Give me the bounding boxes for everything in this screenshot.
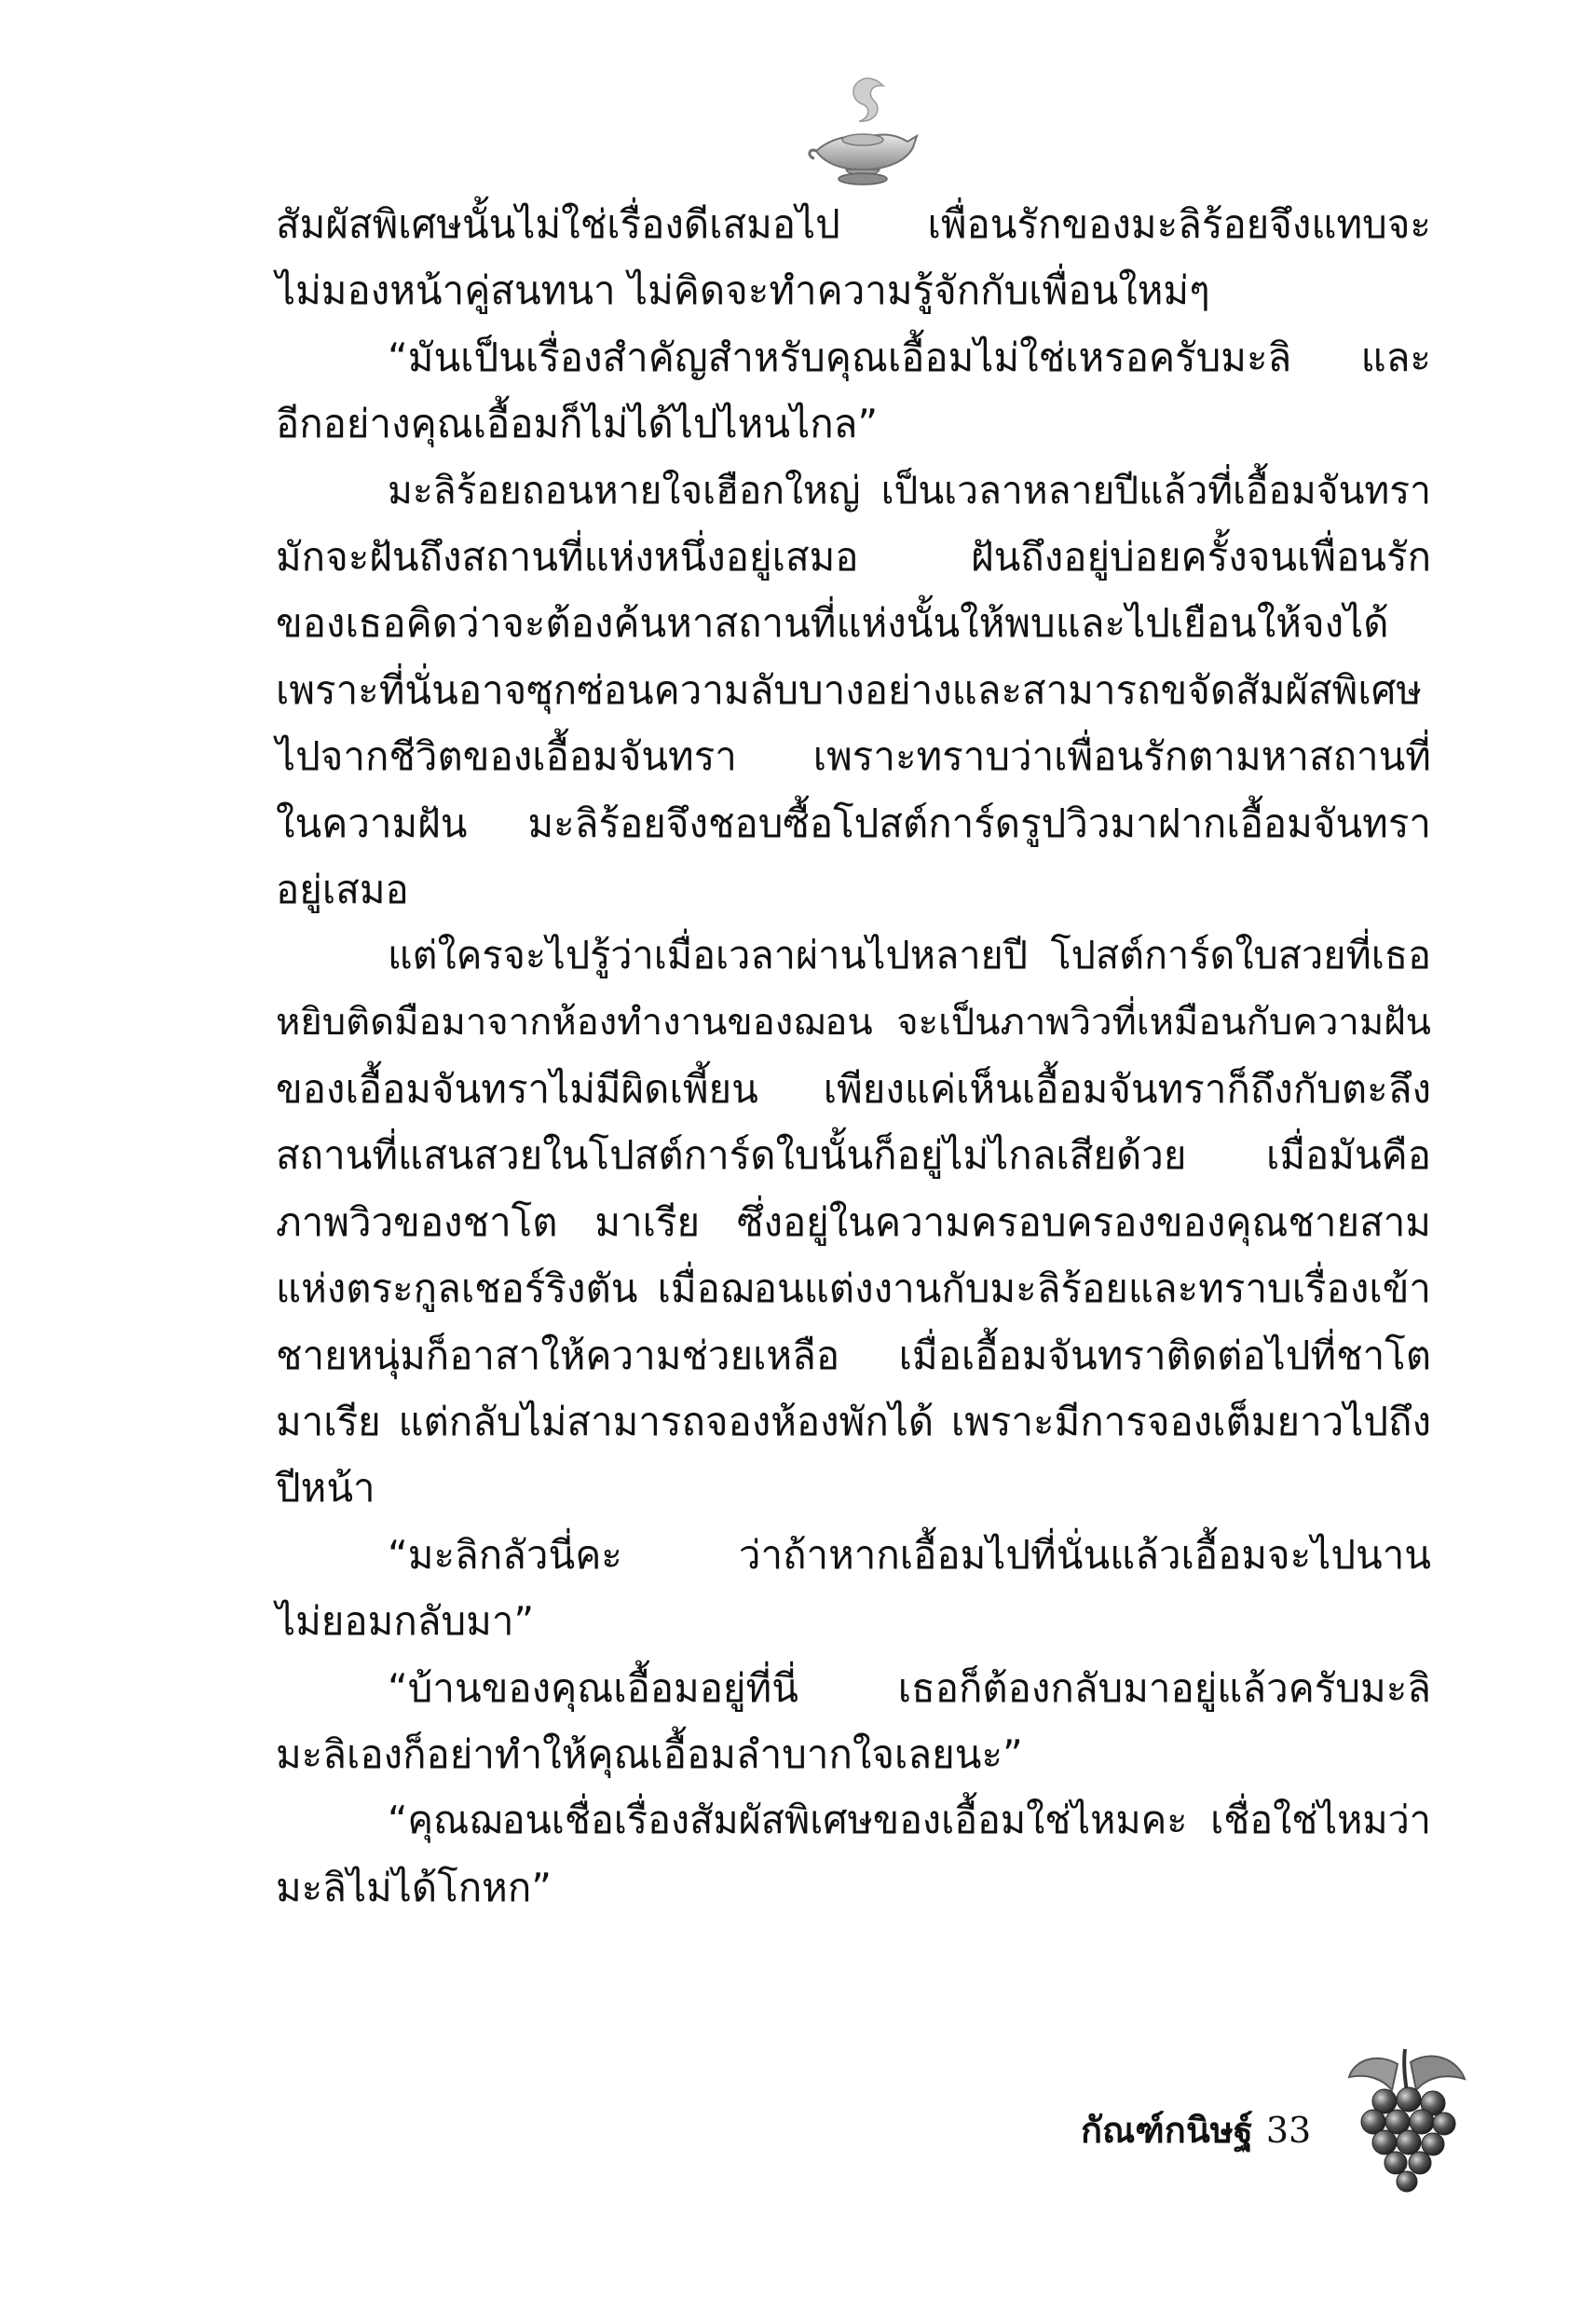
- body-text: [276, 191, 1431, 1921]
- text-line: ไม่ยอมกลับมา”: [276, 1598, 535, 1645]
- text-line: “มะลิกลัวนี่คะ ว่าถ้าหากเอื้อมไปที่นั่นแล้วเอื้อมจะไปนาน: [388, 1531, 1431, 1578]
- text-line: ในความฝัน มะลิร้อยจึงชอบซื้อโปสต์การ์ดรูปวิวมาฝากเอื้อมจันทรา: [276, 800, 1431, 846]
- text-line: ปีหน้า: [276, 1465, 375, 1511]
- text-line: ไม่มองหน้าคู่สนทนา ไม่คิดจะทำความรู้จักกับเพื่อนใหม่ๆ: [276, 267, 1210, 314]
- text-line: สัมผัสพิเศษนั้นไม่ใช่เรื่องดีเสมอไป เพื่อนรักของมะลิร้อยจึงแทบจะ: [276, 201, 1431, 247]
- text-line: ไปจากชีวิตของเอื้อมจันทรา เพราะทราบว่าเพื่อนรักตามหาสถานที่: [276, 733, 1431, 780]
- text-line: “มันเป็นเรื่องสำคัญสำหรับคุณเอื้อมไม่ใช่เหรอครับมะลิ และ: [388, 334, 1431, 380]
- text-line: ของเธอคิดว่าจะต้องค้นหาสถานที่แห่งนั้นให้พบและไปเยือนให้จงได้: [276, 600, 1389, 647]
- text-line: เพราะที่นั่นอาจซุกซ่อนความลับบางอย่างและสามารถขจัดสัมผัสพิเศษ: [276, 666, 1423, 713]
- grapes-icon: [1342, 2045, 1472, 2204]
- text-line: อีกอย่างคุณเอื้อมก็ไม่ได้ไปไหนไกล”: [276, 401, 879, 447]
- text-line: ของเอื้อมจันทราไม่มีผิดเพี้ยน เพียงแค่เห็นเอื้อมจันทราก็ถึงกับตะลึง: [276, 1066, 1431, 1113]
- text-line: แต่ใครจะไปรู้ว่าเมื่อเวลาผ่านไปหลายปี โปสต์การ์ดใบสวยที่เธอ: [388, 933, 1431, 978]
- text-line: ชายหนุ่มก็อาสาให้ความช่วยเหลือ เมื่อเอื้อมจันทราติดต่อไปที่ชาโต: [276, 1332, 1431, 1378]
- text-line: หยิบติดมือมาจากห้องทำงานของฌอน จะเป็นภาพวิวที่เหมือนกับความฝัน: [276, 1000, 1431, 1044]
- text-line: “บ้านของคุณเอื้อมอยู่ที่นี่ เธอก็ต้องกลับมาอยู่แล้วครับมะลิ: [388, 1664, 1431, 1711]
- genie-lamp-icon: [803, 73, 924, 194]
- page-footer: [1081, 2101, 1311, 2158]
- text-line: มักจะฝันถึงสถานที่แห่งหนึ่งอยู่เสมอ ฝันถึงอยู่บ่อยครั้งจนเพื่อนรัก: [276, 533, 1431, 580]
- text-line: สถานที่แสนสวยในโปสต์การ์ดใบนั้นก็อยู่ไม่ไกลเสียด้วย เมื่อมันคือ: [276, 1132, 1431, 1179]
- text-line: ภาพวิวของชาโต มาเรีย ซึ่งอยู่ในความครอบครองของคุณชายสาม: [276, 1198, 1431, 1245]
- text-line: แห่งตระกูลเชอร์ริงตัน เมื่อฌอนแต่งงานกับมะลิร้อยและทราบเรื่องเข้า: [276, 1265, 1431, 1312]
- text-line: “คุณฌอนเชื่อเรื่องสัมผัสพิเศษของเอื้อมใช่ไหมคะ เชื่อใช่ไหมว่า: [388, 1798, 1431, 1843]
- text-line: มะลิไม่ได้โกหก”: [276, 1864, 552, 1910]
- book-title: กัณฑ์กนิษฐ์: [1081, 2109, 1253, 2151]
- text-line: มะลิเองก็อย่าทำให้คุณเอื้อมลำบากใจเลยนะ”: [276, 1730, 1023, 1777]
- text-line: มาเรีย แต่กลับไม่สามารถจองห้องพักได้ เพราะมีการจองเต็มยาวไปถึง: [276, 1399, 1431, 1445]
- page-number: 33: [1265, 2110, 1312, 2151]
- text-line: อยู่เสมอ: [276, 866, 409, 912]
- text-line: มะลิร้อยถอนหายใจเฮือกใหญ่ เป็นเวลาหลายปีแล้วที่เอื้อมจันทรา: [388, 467, 1431, 513]
